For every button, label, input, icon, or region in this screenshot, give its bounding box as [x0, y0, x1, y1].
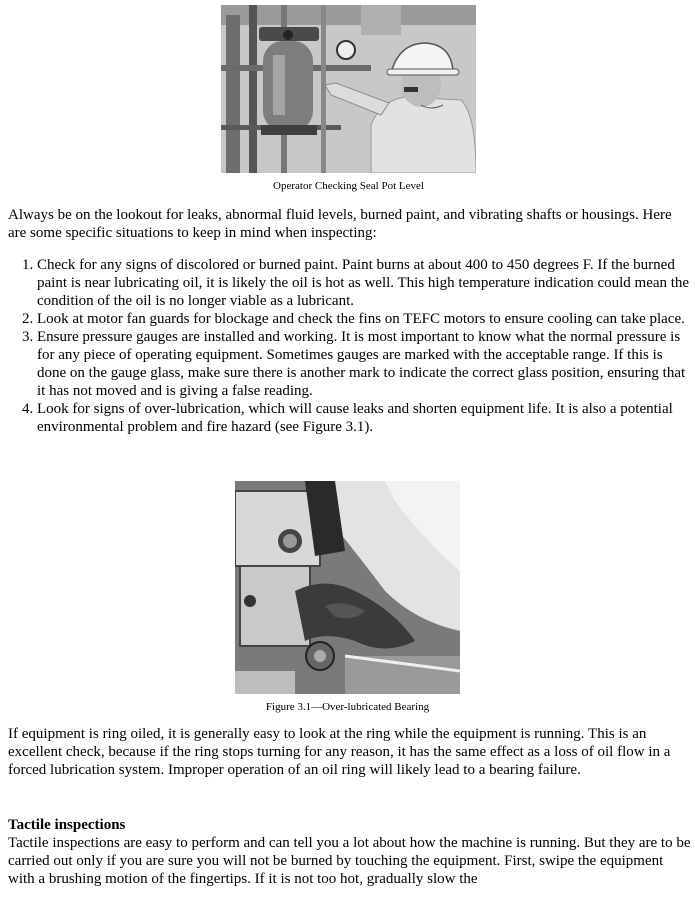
tactile-inspections-paragraph: Tactile inspections are easy to perform and can tell you a lot about how the machine is running. But they are to be carried out only if you are sure you will not be burned by touching the equipment. First, swipe the equipment with a brushing motion of the fingertips. If it is not too hot, gradually slow the [8, 835, 691, 887]
bearing-photo-illustration [235, 481, 460, 694]
operator-photo [221, 5, 476, 173]
tactile-inspections-heading: Tactile inspections [8, 817, 126, 833]
list-item: 1. Check for any signs of discolored or burned paint. Paint burns at about 400 to 450 degrees F. If the burned paint is near lubricating oil, it is likely the oil is hot as well. This high temperature indication could mean the condition of the oil is no longer viable as a lubricant. [22, 257, 690, 309]
list-item: 2. Look at motor fan guards for blockage and check the fins on TEFC motors to ensure cooling can take place. [22, 311, 685, 327]
intro-paragraph: Always be on the lookout for leaks, abnormal fluid levels, burned paint, and vibrating shafts or housings. Here are some specific situations to keep in mind when inspecting: [8, 207, 672, 241]
bearing-photo [235, 481, 460, 694]
inspection-list [8, 256, 692, 436]
operator-photo-caption: Operator Checking Seal Pot Level [273, 180, 424, 192]
operator-photo-illustration [221, 5, 476, 173]
bearing-photo-caption: Figure 3.1—Over-lubricated Bearing [265, 701, 430, 713]
ring-oiled-paragraph: If equipment is ring oiled, it is generally easy to look at the ring while the equipment is running. This is an excellent check, because if the ring stops turning for any reason, it has the same effect as a loss of oil flow in a forced lubrication system. Improper operation of an oil ring will likely lead to a bearing failure. [8, 726, 671, 778]
list-item: 3. Ensure pressure gauges are installed and working. It is most important to know what the normal pressure is for any piece of operating equipment. Sometimes gauges are marked with the acceptable range. If this is done on the gauge glass, make sure there is another mark to indicate the correct glass position, ensuring that it has not moved and is giving a false reading. [22, 329, 686, 399]
list-item: 4. Look for signs of over-lubrication, which will cause leaks and shorten equipment life. It is also a potential environmental problem and fire hazard (see Figure 3.1). [22, 401, 673, 435]
